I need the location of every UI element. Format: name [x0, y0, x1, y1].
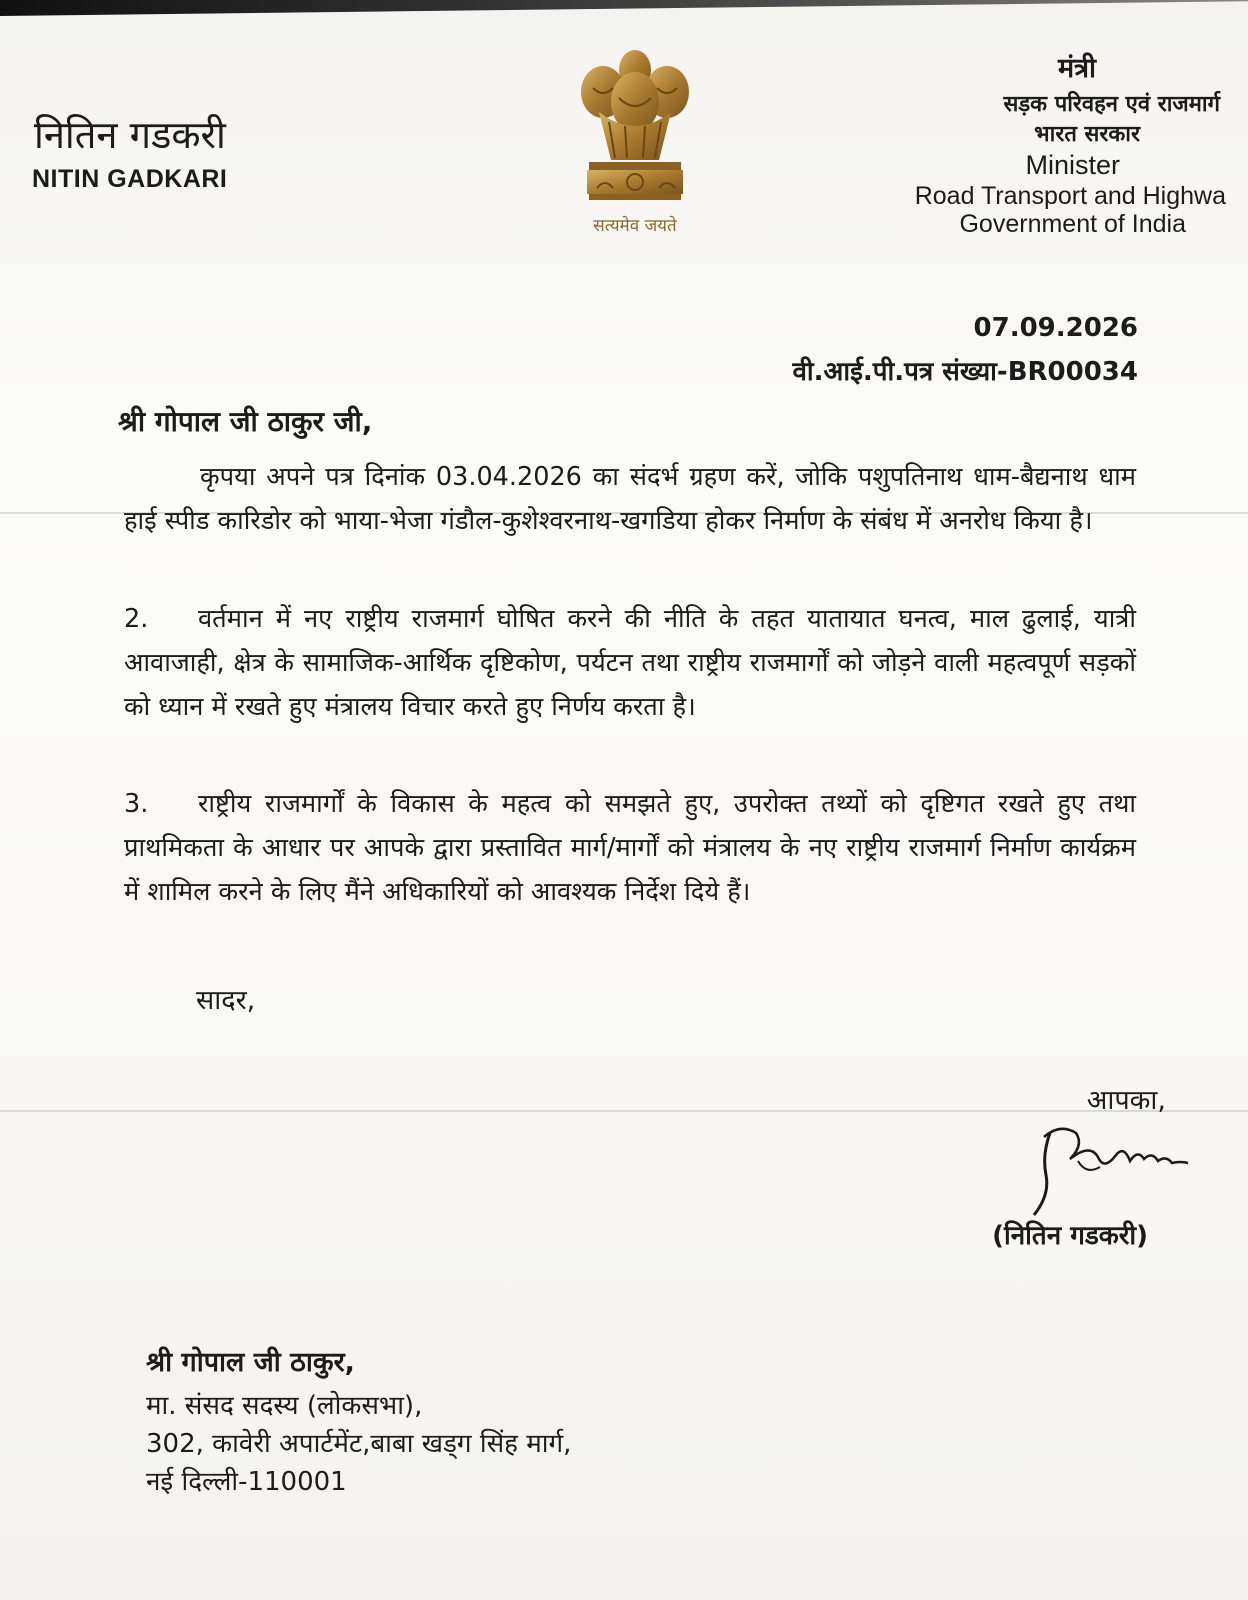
letter-reference-number: वी.आई.पी.पत्र संख्या-BR00034 — [792, 357, 1138, 387]
letter-date: 07.09.2026 — [973, 313, 1138, 343]
paragraph-2-text: वर्तमान में नए राष्ट्रीय राजमार्ग घोषित करने की नीति के तहत यातायात घनत्व, माल ढुलाई, यात्री आवाजाही, क्षेत्र के सामाजिक-आर्थिक दृष्टिकोण, पर्यटन तथा राष्ट्रीय राजमार्गों को जोड़ने वाली महत्वपूर्ण सड़कों को ध्यान में रखते हुए मंत्रालय विचार करते हुए निर्णय करता है। — [124, 604, 1136, 722]
paragraph-2 — [124, 597, 1136, 729]
recipient-address-line1: 302, कावेरी अपार्टमेंट,बाबा खड्ग सिंह मार्ग, — [146, 1429, 572, 1459]
emblem-motto: सत्यमेव जयते — [593, 216, 677, 236]
page-shadow-edge — [0, 0, 1248, 16]
recipient-address-line2: नई दिल्ली-110001 — [146, 1467, 347, 1497]
paragraph-3-text: राष्ट्रीय राजमार्गों के विकास के महत्व को समझते हुए, उपरोक्त तथ्यों को दृष्टिगत रखते हुए तथा प्राथमिकता के आधार पर आपके द्वारा प्रस्तावित मार्ग/मार्गों को मंत्रालय के नए राष्ट्रीय राजमार्ग निर्माण कार्यक्रम में शामिल करने के लिए मैंने अधिकारियों को आवश्यक निर्देश दिये हैं। — [124, 789, 1136, 907]
paragraph-3-number: 3. — [124, 789, 149, 819]
paragraph-2-number: 2. — [124, 604, 149, 634]
government-english: Government of India — [959, 210, 1186, 238]
minister-name-english: NITIN GADKARI — [32, 165, 228, 193]
signatory-name: (नितिन गडकरी) — [992, 1221, 1148, 1251]
minister-name-hindi: नितिन गडकरी — [34, 113, 226, 157]
title-english: Minister — [1025, 150, 1120, 180]
recipient-name: श्री गोपाल जी ठाकुर, — [146, 1347, 355, 1378]
title-hindi: मंत्री — [1057, 53, 1096, 84]
paragraph-3 — [124, 782, 1136, 914]
paragraph-1-text: कृपया अपने पत्र दिनांक 03.04.2026 का संदर्भ ग्रहण करें, जोकि पशुपतिनाथ धाम-बैद्यनाथ धाम हाई स्पीड कारिडोर को भाया-भेजा गंडौल-कुशेश्वरनाथ-खगडिया होकर निर्माण के संबंध में अनरोध किया है। — [124, 462, 1136, 536]
salutation: श्री गोपाल जी ठाकुर जी, — [118, 405, 373, 438]
government-hindi: भारत सरकार — [1034, 122, 1140, 147]
ministry-hindi: सड़क परिवहन एवं राजमार्ग — [1003, 92, 1220, 117]
national-emblem-icon — [575, 42, 695, 242]
ministry-english: Road Transport and Highwa — [914, 182, 1226, 210]
closing: आपका, — [1086, 1085, 1166, 1116]
paragraph-1 — [124, 455, 1136, 543]
regards: सादर, — [196, 985, 256, 1016]
fold-crease — [0, 1110, 1248, 1112]
handwritten-signature — [1020, 1115, 1190, 1225]
recipient-designation: मा. संसद सदस्य (लोकसभा), — [146, 1391, 423, 1421]
